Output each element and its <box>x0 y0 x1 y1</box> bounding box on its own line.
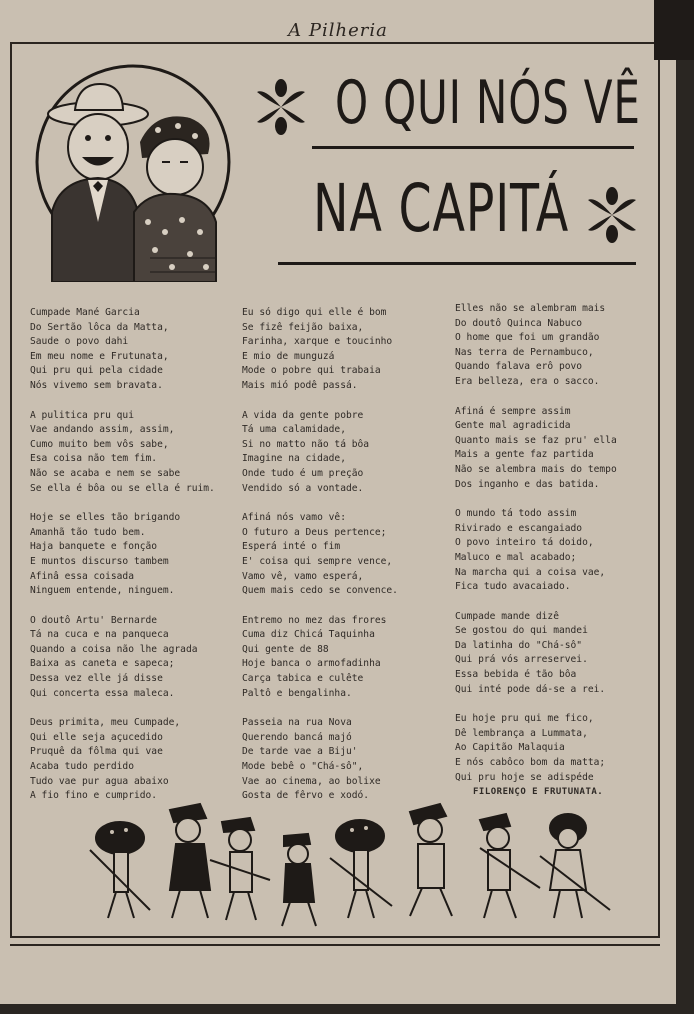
masthead: A Pilheria <box>288 20 388 41</box>
poem-line: Tudo vae pur agua abaixo <box>30 775 169 787</box>
poem-line: A vida da gente pobre <box>242 409 364 421</box>
poem-line: Na marcha qui a coisa vae, <box>455 566 606 578</box>
poem-line: Fica tudo avacaiado. <box>455 581 571 593</box>
fleuron-ornament-icon <box>586 186 638 244</box>
poem-line: Mode bebê o "Chá-sô", <box>242 761 364 773</box>
stanza <box>30 716 235 804</box>
poem-line: O futuro a Deus pertence; <box>242 526 387 538</box>
poem-line: Onde tudo é um preção <box>242 467 364 479</box>
poem-line: Em meu nome e Frutunata, <box>30 350 169 362</box>
poem-line: Qui concerta essa maleca. <box>30 687 175 699</box>
stanza <box>30 614 235 702</box>
title-line-1: O QUI NÓS VÊ <box>335 68 641 138</box>
poem-line: Haja banquete e fonção <box>30 541 158 553</box>
poem-line: Hoje banca o armofadinha <box>242 658 381 670</box>
poem-line: Ao Capitão Malaquia <box>455 742 565 754</box>
poem-line: Não se acaba e nem se sabe <box>30 467 181 479</box>
stanza <box>242 409 442 497</box>
poem-line: Essa bebida é tão bôa <box>455 669 577 681</box>
poem-line: E nós cabôco bom da matta; <box>455 757 606 769</box>
poem-line: E' coisa qui sempre vence, <box>242 555 393 567</box>
poem-line: Entremo no mez das frores <box>242 614 387 626</box>
poem-line: De tarde vae a Biju' <box>242 746 358 758</box>
poem-line: Nas terra de Pernambuco, <box>455 346 594 358</box>
poem-line: Paltô e bengalinha. <box>242 687 352 699</box>
poem-line: Vae ao cinema, ao bolixe <box>242 775 381 787</box>
poem-line: Dessa vez elle já disse <box>30 673 163 685</box>
poem-line: Mode o pobre qui trabaia <box>242 365 381 377</box>
poem-line: Carça tabica e culête <box>242 673 364 685</box>
poem-line: Elles não se alembram mais <box>455 303 606 314</box>
poem-line: Baixa as caneta e sapeca; <box>30 658 175 670</box>
poem-line: Si no matto não tá bôa <box>242 438 370 450</box>
poem-column-1 <box>30 306 235 819</box>
poem-line: Ninguem entende, ninguem. <box>30 585 175 597</box>
poem-line: O doutô Artu' Bernarde <box>30 614 158 626</box>
poem-line: Tá uma calamidade, <box>242 424 346 436</box>
poem-line: Era belleza, era o sacco. <box>455 375 600 387</box>
poem-line: E muntos discurso tambem <box>30 555 169 567</box>
poem-line: Amanhã tão tudo bem. <box>30 526 146 538</box>
fleuron-ornament-icon <box>255 78 307 136</box>
poem-line: Cuma diz Chicá Taquinha <box>242 629 375 641</box>
signature: FILORENÇO E FRUTUNATA. <box>473 787 604 798</box>
poem-line: Deus primita, meu Cumpade, <box>30 717 181 729</box>
poem-line: Pruquê da fôlma qui vae <box>30 746 163 758</box>
title-line-2: NA CAPITÁ <box>313 170 569 247</box>
poem-line: Quando falava erô povo <box>455 361 583 373</box>
poem-line: Saude o povo dahi <box>30 336 129 348</box>
poem-line: Esperá inté o fim <box>242 541 341 553</box>
poem-line: O povo inteiro tá doido, <box>455 537 594 549</box>
poem-line: Cumpade Mané Garcia <box>30 307 140 318</box>
stanza <box>242 716 442 804</box>
poem-line: Gente mal agradicida <box>455 420 571 432</box>
poem-line: Afinâ essa coisada <box>30 570 134 582</box>
poem-line: Eu hoje pru qui me fico, <box>455 713 594 725</box>
poem-line: Nós vivemo sem bravata. <box>30 379 163 391</box>
poem-line: Qui elle seja açucedido <box>30 731 163 743</box>
poem-line: Se fizê feijão baixa, <box>242 321 364 333</box>
stanza <box>242 306 442 394</box>
stanza <box>455 712 655 800</box>
poem-line: Se ella é bôa ou se ella é ruim. <box>30 482 215 494</box>
poem-line: Esa coisa não tem fim. <box>30 453 158 465</box>
bottom-rule <box>10 944 660 946</box>
poem-line: Do doutô Quinca Nabuco <box>455 317 583 329</box>
poem-line: O home que foi um grandão <box>455 332 600 344</box>
poem-column-2 <box>242 306 442 819</box>
poem-line: A fio fino e cumprido. <box>30 790 158 802</box>
poem-line: Qui pru hoje se adispéde <box>455 771 594 783</box>
poem-line: Acaba tudo perdido <box>30 761 134 773</box>
poem-line: Do Sertão lôca da Matta, <box>30 321 169 333</box>
poem-line: Quem mais cedo se convence. <box>242 585 398 597</box>
title-rule <box>312 146 634 149</box>
stanza <box>242 511 442 599</box>
procession-illustration <box>80 800 640 930</box>
poem-line: A pulitica pru qui <box>30 409 134 421</box>
poem-line: Tá na cuca e na panqueca <box>30 629 169 641</box>
stanza <box>30 409 235 497</box>
poem-line: Qui gente de 88 <box>242 643 329 655</box>
poem-line: Dos inganho e das batida. <box>455 478 600 490</box>
poem-line: Não se alembra mais do tempo <box>455 463 617 475</box>
poem-line: Passeia na rua Nova <box>242 717 352 729</box>
stanza <box>455 405 655 493</box>
stanza <box>455 507 655 595</box>
poem-line: Dê lembrança a Lummata, <box>455 727 588 739</box>
stanza <box>455 610 655 698</box>
poem-line: Hoje se elles tão brigando <box>30 512 181 524</box>
poem-line: Vendido só a vontade. <box>242 482 364 494</box>
poem-line: Rivirado e escangaiado <box>455 522 583 534</box>
poem-line: Vamo vê, vamo esperá, <box>242 570 364 582</box>
poem-line: Maluco e mal acabado; <box>455 551 577 563</box>
poem-column-3 <box>455 302 655 815</box>
poem-line: Qui inté pode dá-se a rei. <box>455 683 606 695</box>
poem-line: Da latinha do "Chá-sô" <box>455 639 583 651</box>
poem-line: Farinha, xarque e toucinho <box>242 336 393 348</box>
poem-line: Gosta de fêrvo e xodó. <box>242 790 370 802</box>
stanza <box>30 511 235 599</box>
poem-line: Quanto mais se faz pru' ella <box>455 434 617 446</box>
couple-illustration <box>30 62 236 282</box>
poem-line: Afiná é sempre assim <box>455 405 571 417</box>
title-rule <box>278 262 636 265</box>
poem-line: Mais mió podê passá. <box>242 379 358 391</box>
stanza <box>242 614 442 702</box>
poem-line: E mio de munguzá <box>242 350 335 362</box>
poem-line: Cumpade mande dizê <box>455 610 559 622</box>
poem-line: O mundo tá todo assim <box>455 508 577 520</box>
poem-line: Eu só digo qui elle é bom <box>242 307 387 318</box>
poem-line: Mais a gente faz partida <box>455 449 594 461</box>
page-corner-shadow <box>654 0 694 60</box>
poem-line: Qui prá vós arreservei. <box>455 654 588 666</box>
poem-line: Cumo muito bem vôs sabe, <box>30 438 169 450</box>
poem-line: Se gostou do qui mandei <box>455 625 588 637</box>
stanza <box>30 306 235 394</box>
poem-line: Afiná nós vamo vê: <box>242 512 346 524</box>
poem-line: Qui pru qui pela cidade <box>30 365 163 377</box>
poem-line: Quando a coisa não lhe agrada <box>30 643 198 655</box>
poem-line: Imagine na cidade, <box>242 453 346 465</box>
poem-line: Vae andando assim, assim, <box>30 424 175 436</box>
poem-line: Querendo bancá majó <box>242 731 352 743</box>
stanza <box>455 302 655 390</box>
